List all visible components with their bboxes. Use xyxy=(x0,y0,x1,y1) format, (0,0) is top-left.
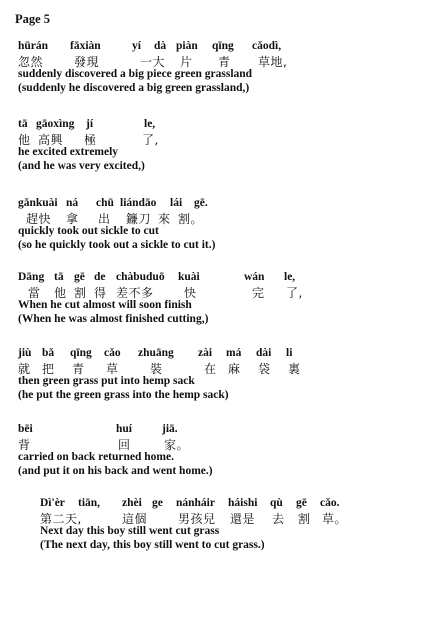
hanzi-word: 片 xyxy=(180,55,193,69)
hanzi-word: 拿 xyxy=(66,212,79,226)
hanzi-word: 第二天, xyxy=(40,512,82,526)
hanzi-word: 快 xyxy=(184,286,197,300)
hanzi-word: 在 xyxy=(204,362,217,376)
pinyin-line xyxy=(18,40,418,53)
pinyin-word: gǎnkuài xyxy=(18,197,58,209)
hanzi-line xyxy=(18,360,418,375)
pinyin-word: huí xyxy=(116,423,132,435)
pinyin-word: lái xyxy=(170,197,183,209)
hanzi-word: 還是 xyxy=(230,512,256,526)
translation-line: (and he was very excited,) xyxy=(18,160,145,172)
hanzi-word: 來 xyxy=(158,212,171,226)
pinyin-word: Dì'èr xyxy=(40,497,65,509)
pinyin-word: wán xyxy=(244,271,265,283)
pinyin-word: fāxiàn xyxy=(70,40,101,52)
pinyin-word: le, xyxy=(144,118,156,130)
pinyin-word: chū xyxy=(96,197,114,209)
gloss-line: When he cut almost will soon finish xyxy=(18,299,192,311)
hanzi-word: 草地, xyxy=(258,55,288,69)
pinyin-word: yí xyxy=(132,40,141,52)
translation-line: (When he was almost finished cutting,) xyxy=(18,313,209,325)
pinyin-line xyxy=(18,197,418,210)
hanzi-word: 裝 xyxy=(150,362,163,376)
pinyin-word: liándāo xyxy=(120,197,157,209)
pinyin-word: cǎo xyxy=(104,347,121,359)
hanzi-word: 出 xyxy=(98,212,111,226)
pinyin-word: kuài xyxy=(178,271,200,283)
hanzi-word: 高興 xyxy=(38,133,64,147)
hanzi-line xyxy=(18,210,418,225)
hanzi-word: 草 xyxy=(106,362,119,376)
pinyin-word: jiā. xyxy=(162,423,178,435)
gloss-line: Next day this boy still went cut grass xyxy=(40,525,220,537)
hanzi-word: 青 xyxy=(218,55,231,69)
translation-line: (so he quickly took out a sickle to cut it.) xyxy=(18,239,216,251)
pinyin-word: le, xyxy=(284,271,296,283)
pinyin-word: tā xyxy=(54,271,64,283)
pinyin-word: dài xyxy=(256,347,272,359)
hanzi-word: 趕快 xyxy=(26,212,52,226)
gloss-line: suddenly discovered a big piece green grassland xyxy=(18,68,253,80)
hanzi-word: 背 xyxy=(18,438,31,452)
pinyin-word: qīng xyxy=(212,40,234,52)
hanzi-word: 青 xyxy=(72,362,85,376)
pinyin-word: gē. xyxy=(194,197,208,209)
pinyin-word: má xyxy=(226,347,242,359)
hanzi-word: 家。 xyxy=(164,438,190,452)
translation-line: (suddenly he discovered a big green grassland,) xyxy=(18,82,250,94)
pinyin-word: li xyxy=(286,347,293,359)
pinyin-word: zhuāng xyxy=(138,347,174,359)
pinyin-word: jí xyxy=(86,118,94,130)
hanzi-line xyxy=(18,53,418,68)
pinyin-word: qù xyxy=(270,497,283,509)
pinyin-word: gē xyxy=(74,271,85,283)
pinyin-word: ná xyxy=(66,197,79,209)
hanzi-word: 把 xyxy=(42,362,55,376)
pinyin-line xyxy=(18,347,418,360)
hanzi-word: 草。 xyxy=(322,512,348,526)
hanzi-line xyxy=(18,284,418,299)
hanzi-word: 差不多 xyxy=(116,286,154,300)
pinyin-word: cǎodì, xyxy=(252,40,282,52)
gloss-line: he excited extremely xyxy=(18,146,119,158)
pinyin-word: de xyxy=(94,271,106,283)
hanzi-word: 一大 xyxy=(140,55,166,69)
hanzi-word: 忽然 xyxy=(18,55,44,69)
pinyin-word: gāoxìng xyxy=(36,118,75,130)
gloss-line: then green grass put into hemp sack xyxy=(18,375,195,387)
hanzi-word: 鐮刀 xyxy=(126,212,152,226)
pinyin-word: bǎ xyxy=(42,347,55,359)
sentence-block-1 xyxy=(18,40,418,96)
gloss-line: quickly took out sickle to cut xyxy=(18,225,159,237)
hanzi-word: 麻 xyxy=(228,362,241,376)
sentence-block-3 xyxy=(18,197,418,253)
pinyin-word: nánháir xyxy=(176,497,215,509)
gloss-line: carried on back returned home. xyxy=(18,451,174,463)
hanzi-word: 回 xyxy=(118,438,131,452)
sentence-block-5 xyxy=(18,347,418,403)
pinyin-line xyxy=(18,271,418,284)
hanzi-word: 男孩兒 xyxy=(178,512,216,526)
translation-line: (he put the green grass into the hemp sack) xyxy=(18,389,229,401)
hanzi-word: 了, xyxy=(286,286,303,300)
pinyin-word: háishi xyxy=(228,497,258,509)
hanzi-word: 這個 xyxy=(122,512,148,526)
pinyin-word: zhèi xyxy=(122,497,142,509)
hanzi-word: 他 xyxy=(54,286,67,300)
hanzi-word: 了, xyxy=(142,133,159,147)
hanzi-word: 袋 xyxy=(258,362,271,376)
page-number: Page 5 xyxy=(15,12,51,26)
pinyin-word: zài xyxy=(198,347,213,359)
sentence-block-6 xyxy=(18,423,418,479)
pinyin-word: qīng xyxy=(70,347,92,359)
pinyin-line xyxy=(40,497,420,510)
hanzi-word: 裏 xyxy=(288,362,301,376)
hanzi-word: 就 xyxy=(18,362,31,376)
hanzi-word: 得 xyxy=(94,286,107,300)
pinyin-word: Dāng xyxy=(18,271,45,283)
hanzi-word: 割 xyxy=(298,512,311,526)
pinyin-word: tā xyxy=(18,118,28,130)
pinyin-word: hūrán xyxy=(18,40,49,52)
pinyin-line xyxy=(18,423,418,436)
pinyin-word: gē xyxy=(296,497,307,509)
hanzi-word: 發現 xyxy=(74,55,100,69)
hanzi-word: 完 xyxy=(252,286,265,300)
hanzi-word: 當 xyxy=(28,286,41,300)
translation-line: (and put it on his back and went home.) xyxy=(18,465,213,477)
hanzi-line xyxy=(18,131,418,146)
pinyin-word: jiù xyxy=(18,347,32,359)
pinyin-word: cǎo. xyxy=(320,497,340,509)
pinyin-word: piàn xyxy=(176,40,198,52)
translation-line: (The next day, this boy still went to cut grass.) xyxy=(40,539,265,551)
pinyin-word: chàbuduō xyxy=(116,271,165,283)
hanzi-word: 他 xyxy=(18,133,31,147)
pinyin-word: tiān, xyxy=(78,497,101,509)
pinyin-word: ge xyxy=(152,497,163,509)
sentence-block-4 xyxy=(18,271,418,327)
hanzi-word: 去 xyxy=(272,512,285,526)
sentence-block-7 xyxy=(40,497,420,553)
sentence-block-2 xyxy=(18,118,418,174)
hanzi-word: 割。 xyxy=(178,212,204,226)
hanzi-word: 割 xyxy=(74,286,87,300)
pinyin-word: bēi xyxy=(18,423,33,435)
pinyin-word: dà xyxy=(154,40,167,52)
hanzi-word: 極 xyxy=(84,133,97,147)
hanzi-line xyxy=(40,510,420,525)
hanzi-line xyxy=(18,436,418,451)
pinyin-line xyxy=(18,118,418,131)
